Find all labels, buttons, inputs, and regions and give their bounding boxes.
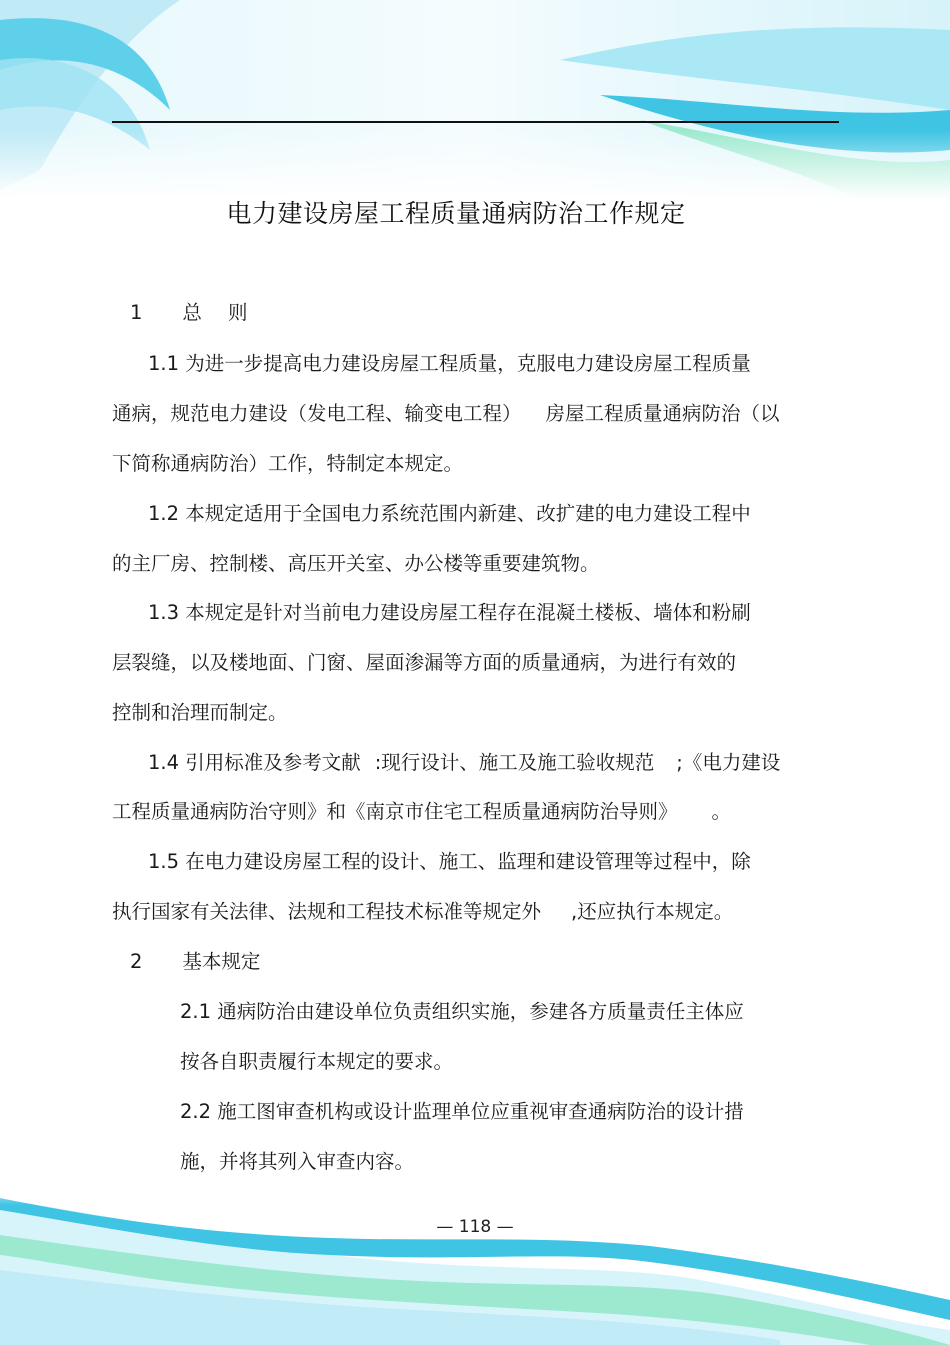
section-1-heading-b: 则 [227,301,248,324]
para-1-1-line-2 [112,401,780,427]
section-2-heading-text: 基本规定 [182,950,261,973]
para-1-1-line-1: 1.1 为进一步提高电力建设房屋工程质量，克服电力建设房屋工程质量 [148,352,751,375]
para-1-4-line-2b: 。 [711,800,732,823]
para-1-1-line-2b: 房屋工程质量通病防治（以 [545,402,780,425]
para-1-2-line-2: 的主厂房、控制楼、高压开关室、办公楼等重要建筑物。 [112,552,600,575]
para-1-1-line-2a: 通病，规范电力建设（发电工程、输变电工程） [112,402,522,425]
para-1-4-line-1a: 1.4 引用标准及参考文献 [148,751,361,774]
para-1-4-line-1b: :现行设计、施工及施工验收规范 [374,751,655,774]
header-rule [112,121,839,123]
para-1-4-line-2a: 工程质量通病防治守则》和《南京市住宅工程质量通病防治导则》 [112,800,678,823]
document-title: 电力建设房屋工程质量通病防治工作规定 [226,199,686,228]
para-1-4-line-1c: ;《电力建设 [676,751,781,774]
para-2-2-line-2: 施，并将其列入审查内容。 [180,1150,415,1173]
section-2-number: 2 [130,950,143,973]
section-1-number: 1 [130,301,143,324]
para-1-5-line-1: 1.5 在电力建设房屋工程的设计、施工、监理和建设管理等过程中，除 [148,850,751,873]
bottom-wave-decoration [0,1180,950,1345]
para-1-2-line-1: 1.2 本规定适用于全国电力系统范围内新建、改扩建的电力建设工程中 [148,502,751,525]
para-1-5-line-2a: 执行国家有关法律、法规和工程技术标准等规定外 [112,900,542,923]
para-1-3-line-2: 层裂缝，以及楼地面、门窗、屋面渗漏等方面的质量通病，为进行有效的 [112,651,737,674]
para-1-4-line-1 [148,750,780,776]
section-1-heading [130,300,247,326]
page-number: — 118 — [436,1217,514,1237]
section-1-heading-a: 总 [182,301,202,324]
para-1-3-line-3: 控制和治理而制定。 [112,701,288,724]
para-1-5-line-2 [112,899,733,925]
para-2-2-line-1: 2.2 施工图审查机构或设计监理单位应重视审查通病防治的设计措 [180,1100,744,1123]
para-1-1-line-3: 下简称通病防治）工作，特制定本规定。 [112,452,464,475]
para-2-1-line-1: 2.1 通病防治由建设单位负责组织实施，参建各方质量责任主体应 [180,1000,744,1023]
top-wave-decoration [0,0,950,200]
para-1-4-line-2 [112,799,731,825]
section-2-heading [130,949,260,975]
para-1-5-line-2b: ,还应执行本规定。 [571,900,734,923]
para-1-3-line-1: 1.3 本规定是针对当前电力建设房屋工程存在混凝土楼板、墙体和粉刷 [148,601,751,624]
para-2-1-line-2: 按各自职责履行本规定的要求。 [180,1050,454,1073]
